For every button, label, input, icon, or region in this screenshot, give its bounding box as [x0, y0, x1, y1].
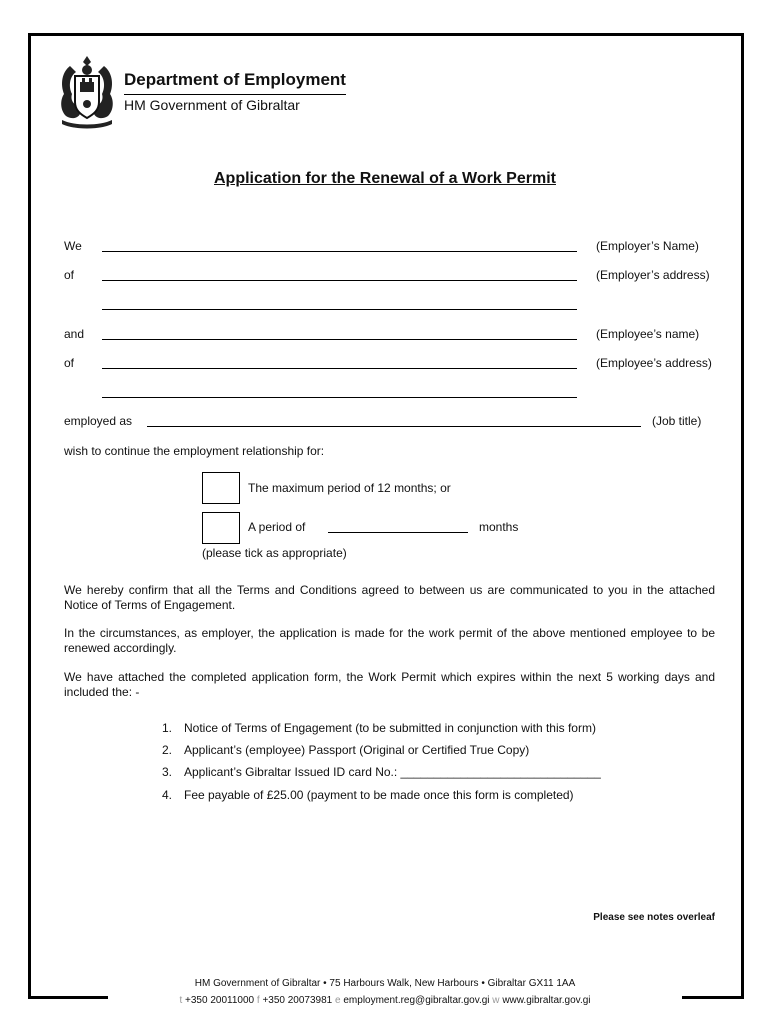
list-text: Applicant’s (employee) Passport (Original or Certified True Copy) — [184, 743, 530, 757]
phone-prefix: t — [179, 995, 183, 1006]
job-title-hint: (Job title) — [652, 414, 702, 428]
footer-email[interactable]: employment.reg@gibraltar.gov.gi — [343, 995, 490, 1006]
months-label: months — [479, 520, 519, 534]
list-item — [162, 765, 601, 779]
tick-note: (please tick as appropriate) — [202, 546, 347, 560]
form-title: Application for the Renewal of a Work Permit — [214, 170, 556, 187]
employer-name-hint: (Employer’s Name) — [596, 239, 699, 253]
email-prefix: e — [335, 995, 341, 1006]
list-item — [162, 788, 574, 802]
footer-phone: +350 20011000 — [185, 995, 255, 1006]
employee-name-field[interactable] — [102, 339, 577, 340]
list-number: 3. — [162, 765, 173, 779]
employee-address-field-2[interactable] — [102, 397, 577, 398]
employee-address-hint: (Employee’s address) — [596, 356, 712, 370]
employer-address-field[interactable] — [102, 280, 577, 281]
footer-address: HM Government of Gibraltar • 75 Harbours Walk, New Harbours • Gibraltar GX11 1AA — [194, 978, 576, 989]
government-name: HM Government of Gibraltar — [124, 97, 300, 113]
employer-address-hint: (Employer’s address) — [596, 268, 710, 282]
application-paragraph: In the circumstances, as employer, the application is made for the work permit of the above mentioned employee to be renewed accordingly. — [64, 626, 715, 655]
employer-address-field-2[interactable] — [102, 309, 577, 310]
list-item — [162, 721, 596, 735]
max-period-label: The maximum period of 12 months; or — [248, 481, 451, 495]
page-frame-top — [28, 33, 744, 36]
period-of-label: A period of — [248, 520, 306, 534]
list-text: Fee payable of £25.00 (payment to be made once this form is completed) — [184, 788, 574, 802]
attachments-paragraph: We have attached the completed application form, the Work Permit which expires within the next 5 working days and included the: - — [64, 670, 715, 699]
list-number: 1. — [162, 721, 173, 735]
list-number: 4. — [162, 788, 173, 802]
employee-address-field[interactable] — [102, 368, 577, 369]
list-text: Notice of Terms of Engagement (to be submitted in conjunction with this form) — [184, 721, 596, 735]
max-period-checkbox[interactable] — [202, 472, 240, 504]
employer-name-field[interactable] — [102, 251, 577, 252]
custom-period-checkbox[interactable] — [202, 512, 240, 544]
fax-prefix: f — [256, 995, 260, 1006]
department-name: Department of Employment — [124, 70, 346, 89]
footer-web[interactable]: www.gibraltar.gov.gi — [502, 995, 591, 1006]
job-title-field[interactable] — [147, 426, 641, 427]
of-label-2: of — [64, 356, 75, 370]
header-rule — [124, 94, 346, 95]
wish-text: wish to continue the employment relationship for: — [64, 444, 325, 458]
footer-contacts — [0, 995, 770, 1006]
footer-fax: +350 20073981 — [262, 995, 333, 1006]
coat-of-arms-icon — [56, 54, 118, 130]
list-item — [162, 743, 529, 757]
period-months-field[interactable] — [328, 532, 468, 533]
list-number: 2. — [162, 743, 173, 757]
employed-as-label: employed as — [64, 414, 133, 428]
overleaf-note: Please see notes overleaf — [593, 912, 715, 923]
and-label: and — [64, 327, 85, 341]
list-text: Applicant’s Gibraltar Issued ID card No.: ______________________________ — [184, 765, 601, 779]
confirmation-paragraph: We hereby confirm that all the Terms and Conditions agreed to between us are communicated to you in the attached Notice of Terms of Engagement. — [64, 583, 715, 612]
of-label: of — [64, 268, 75, 282]
web-prefix: w — [492, 995, 500, 1006]
we-label: We — [64, 239, 82, 253]
employee-name-hint: (Employee’s name) — [596, 327, 700, 341]
